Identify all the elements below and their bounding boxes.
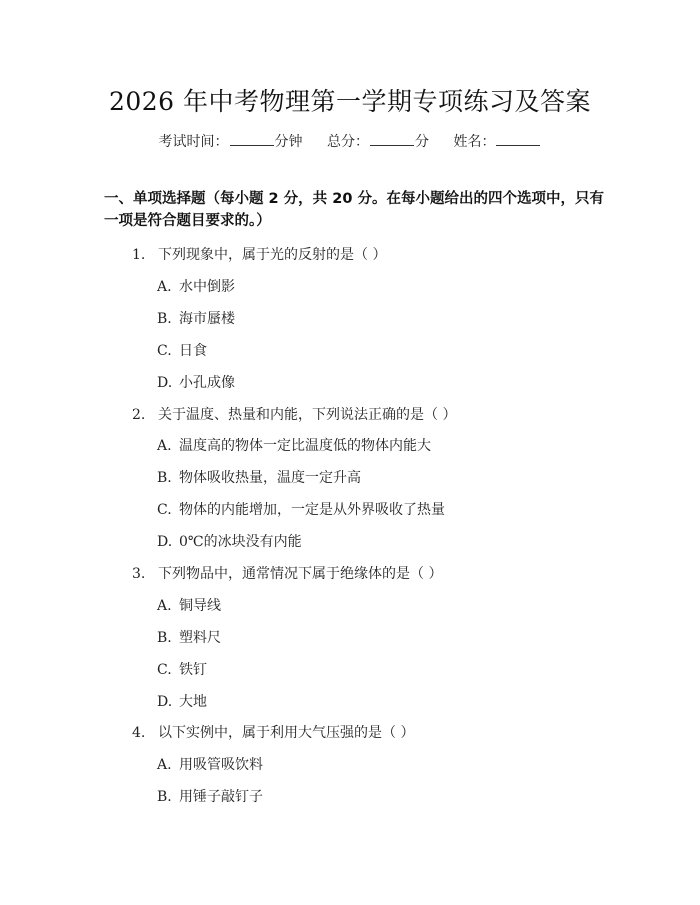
question-2-option-c	[157, 499, 445, 519]
option-letter: A.	[157, 757, 172, 773]
option-text: 物体吸收热量，温度一定升高	[179, 470, 361, 486]
exam-time-label: 考试时间：	[158, 134, 229, 150]
option-text: 物体的内能增加，一定是从外界吸收了热量	[179, 502, 445, 518]
option-letter: B.	[157, 630, 172, 646]
option-letter: A.	[157, 438, 172, 454]
question-4	[132, 722, 414, 742]
option-text: 用锤子敲钉子	[179, 789, 263, 805]
exam-time-blank	[230, 131, 274, 146]
total-score-label: 总分：	[327, 134, 369, 150]
exam-time-unit: 分钟	[274, 134, 303, 150]
question-number: 3.	[132, 566, 146, 582]
option-letter: C.	[157, 662, 172, 678]
question-2-option-b	[157, 467, 361, 487]
option-letter: D.	[157, 534, 173, 550]
option-letter: B.	[157, 789, 172, 805]
question-3	[132, 563, 442, 583]
total-score-unit: 分	[415, 134, 429, 150]
option-text: 日食	[179, 343, 207, 359]
name-field	[453, 131, 541, 151]
option-letter: B.	[157, 311, 172, 327]
question-4-option-b	[157, 786, 263, 806]
question-text: 下列物品中，通常情况下属于绝缘体的是（ ）	[158, 566, 443, 582]
question-2-option-a	[157, 435, 431, 455]
question-4-option-a	[157, 754, 263, 774]
question-text: 以下实例中，属于利用大气压强的是（ ）	[158, 725, 415, 741]
question-3-option-d	[157, 691, 207, 711]
option-letter: A.	[157, 598, 172, 614]
option-text: 铁钉	[179, 662, 207, 678]
question-1-option-c	[157, 340, 207, 360]
option-text: 铜导线	[179, 598, 221, 614]
question-1-option-b	[157, 308, 235, 328]
total-score-field	[327, 131, 429, 151]
question-number: 2.	[132, 407, 146, 423]
option-letter: B.	[157, 470, 172, 486]
exam-time-field	[159, 131, 303, 151]
option-text: 大地	[179, 694, 207, 710]
name-blank	[496, 131, 540, 146]
option-letter: D.	[157, 694, 173, 710]
section-heading: 一、单项选择题（每小题 2 分，共 20 分。在每小题给出的四个选项中，只有一项是符合题目要求的。）	[104, 191, 604, 229]
option-text: 海市蜃楼	[179, 311, 235, 327]
option-text: 水中倒影	[179, 279, 235, 295]
question-2	[132, 404, 456, 424]
question-2-option-d	[157, 531, 302, 551]
question-number: 1.	[132, 247, 146, 263]
option-letter: A.	[157, 279, 172, 295]
page-title: 2026 年中考物理第一学期专项练习及答案	[108, 87, 592, 116]
option-letter: D.	[157, 375, 173, 391]
question-1	[132, 244, 386, 264]
question-text: 下列现象中，属于光的反射的是（ ）	[158, 247, 387, 263]
option-text: 用吸管吸饮料	[179, 757, 263, 773]
option-letter: C.	[157, 502, 172, 518]
option-text: 小孔成像	[179, 375, 235, 391]
question-1-option-a	[157, 276, 235, 296]
question-text: 关于温度、热量和内能，下列说法正确的是（ ）	[158, 407, 457, 423]
question-number: 4.	[132, 725, 146, 741]
total-score-blank	[370, 131, 414, 146]
question-3-option-a	[157, 595, 221, 615]
question-1-option-d	[157, 372, 235, 392]
name-label: 姓名：	[453, 134, 496, 150]
exam-meta	[0, 131, 700, 151]
option-letter: C.	[157, 343, 172, 359]
option-text: 0℃的冰块没有内能	[179, 534, 302, 550]
option-text: 塑料尺	[179, 630, 221, 646]
question-3-option-b	[157, 627, 221, 647]
option-text: 温度高的物体一定比温度低的物体内能大	[179, 438, 431, 454]
question-3-option-c	[157, 659, 207, 679]
